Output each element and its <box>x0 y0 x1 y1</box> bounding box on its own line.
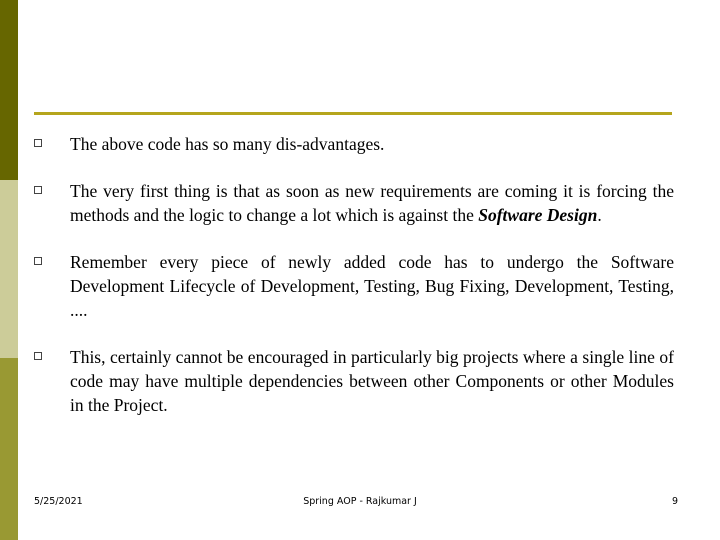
square-bullet-icon <box>34 250 70 265</box>
bullet-item <box>34 345 674 417</box>
title-divider <box>34 112 672 115</box>
bullet-item <box>34 179 674 227</box>
footer-title: Spring AOP - Rajkumar J <box>303 496 417 507</box>
bullet-text <box>70 179 674 227</box>
footer-date: 5/25/2021 <box>34 496 83 507</box>
bullet-item <box>34 250 674 322</box>
bullet-text-part: . <box>597 205 602 225</box>
bullet-text: Remember every piece of newly added code has to undergo the Software Development Lifecycle of Development, Testing, Bug Fixing, Development, Testing, .... <box>70 252 674 320</box>
left-accent-bar-top <box>0 0 18 180</box>
square-bullet-icon <box>34 132 70 147</box>
bullet-item <box>34 132 674 156</box>
left-accent-bar-middle <box>0 180 18 358</box>
emphasized-term: Software Design <box>478 205 598 225</box>
bullet-text: This, certainly cannot be encouraged in particularly big projects where a single line of code may have multiple dependencies between other Components or other Modules in the Project. <box>70 347 674 415</box>
square-bullet-icon <box>34 179 70 194</box>
left-accent-bar-bottom <box>0 358 18 540</box>
bullet-text: The above code has so many dis-advantages. <box>70 134 385 154</box>
bullet-list <box>34 132 674 417</box>
page-number: 9 <box>671 496 678 507</box>
square-bullet-icon <box>34 345 70 360</box>
bullet-text-part: The very first thing is that as soon as new requirements are coming it is forcing the methods and the logic to change a lot which is against the <box>70 181 674 225</box>
